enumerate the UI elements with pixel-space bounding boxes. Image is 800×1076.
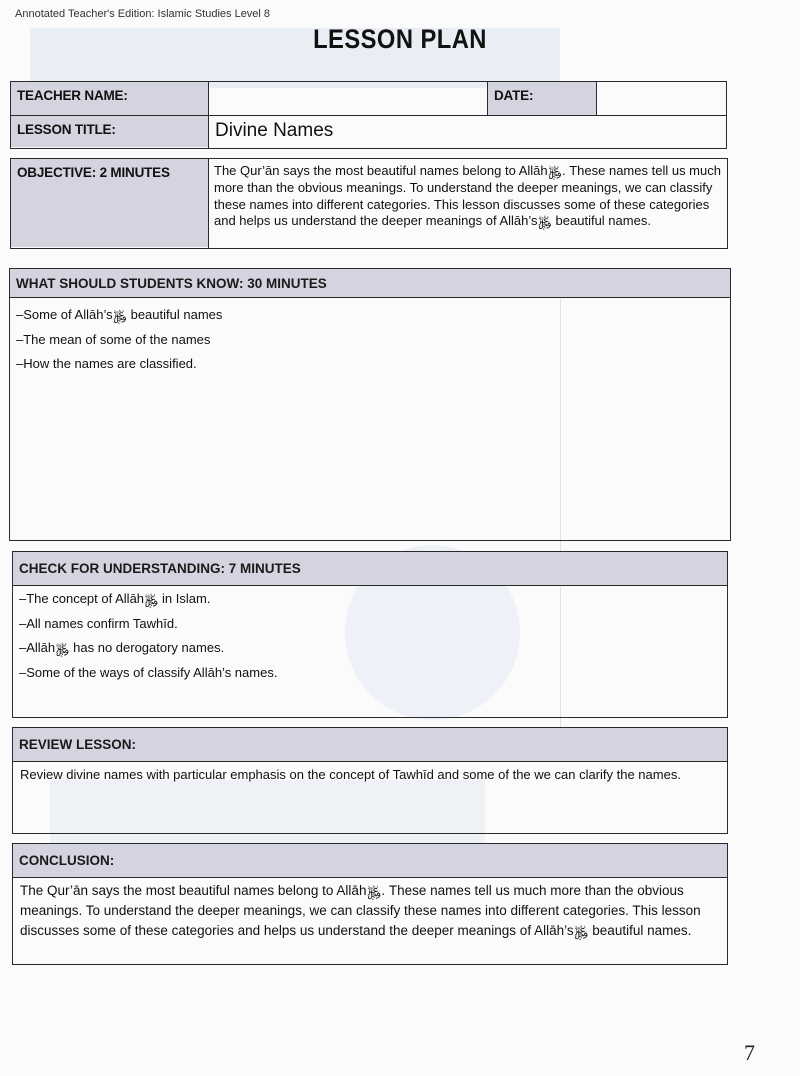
students-know-box: [9, 268, 731, 541]
check-understanding-label: CHECK FOR UNDERSTANDING: 7 MINUTES: [13, 552, 727, 586]
students-know-list: [16, 303, 222, 377]
lesson-title-value: Divine Names: [215, 120, 334, 141]
conclusion-label: CONCLUSION:: [13, 844, 727, 878]
page-number: 7: [744, 1040, 755, 1065]
review-lesson-box: [12, 727, 728, 834]
conclusion-text: The Qur’ān says the most beautiful names belong to Allāh﷿. These names tell us much more than the obvious meanings. To understand the deeper meanings, we can classify these names into different categories. This lesson discusses some of these categories and helps us understand the deeper meanings of Allāh’s﷿ beautiful names.: [20, 883, 701, 938]
date-field[interactable]: [597, 82, 725, 115]
list-item: –Some of the ways of classify Allāh’s names.: [19, 664, 278, 680]
running-head: Annotated Teacher's Edition: Islamic Studies Level 8: [15, 8, 271, 20]
teacher-name-field[interactable]: [209, 82, 487, 115]
objective-label: OBJECTIVE: 2 MINUTES: [11, 159, 208, 247]
divider: [487, 82, 489, 115]
date-label: DATE:: [488, 82, 596, 115]
teacher-name-label: TEACHER NAME:: [11, 82, 208, 115]
list-item: –Allāh﷿ has no derogatory names.: [19, 640, 225, 655]
divider: [596, 82, 598, 115]
list-item: –The concept of Allāh﷿ in Islam.: [19, 591, 211, 606]
review-lesson-label: REVIEW LESSON:: [13, 728, 727, 762]
list-item: –The mean of some of the names: [16, 331, 211, 347]
header-table: [10, 81, 727, 149]
conclusion-box: [12, 843, 728, 965]
divider: [208, 82, 210, 148]
divider: [11, 115, 726, 117]
review-lesson-text: Review divine names with particular emphasis on the concept of Tawhīd and some of the we can clarify the names.: [20, 767, 681, 782]
check-understanding-list: [19, 587, 277, 685]
page-title: LESSON PLAN: [313, 24, 487, 54]
list-item: –How the names are classified.: [16, 356, 197, 371]
list-item: –Some of Allāh’s﷿ beautiful names: [16, 307, 223, 322]
students-know-label: WHAT SHOULD STUDENTS KNOW: 30 MINUTES: [10, 269, 730, 298]
list-item: –All names confirm Tawhīd.: [19, 615, 178, 631]
lesson-title-label: LESSON TITLE:: [11, 116, 208, 147]
objective-box: [10, 158, 728, 249]
check-understanding-box: [12, 551, 728, 718]
objective-text: The Qur’ān says the most beautiful names belong to Allāh﷿. These names tell us much more than the obvious meanings. To understand the deeper meanings, we can classify these names into different categories. This lesson discusses some of these categories and helps us understand the deeper meanings of Allāh’s﷿ beautiful names.: [214, 163, 721, 229]
